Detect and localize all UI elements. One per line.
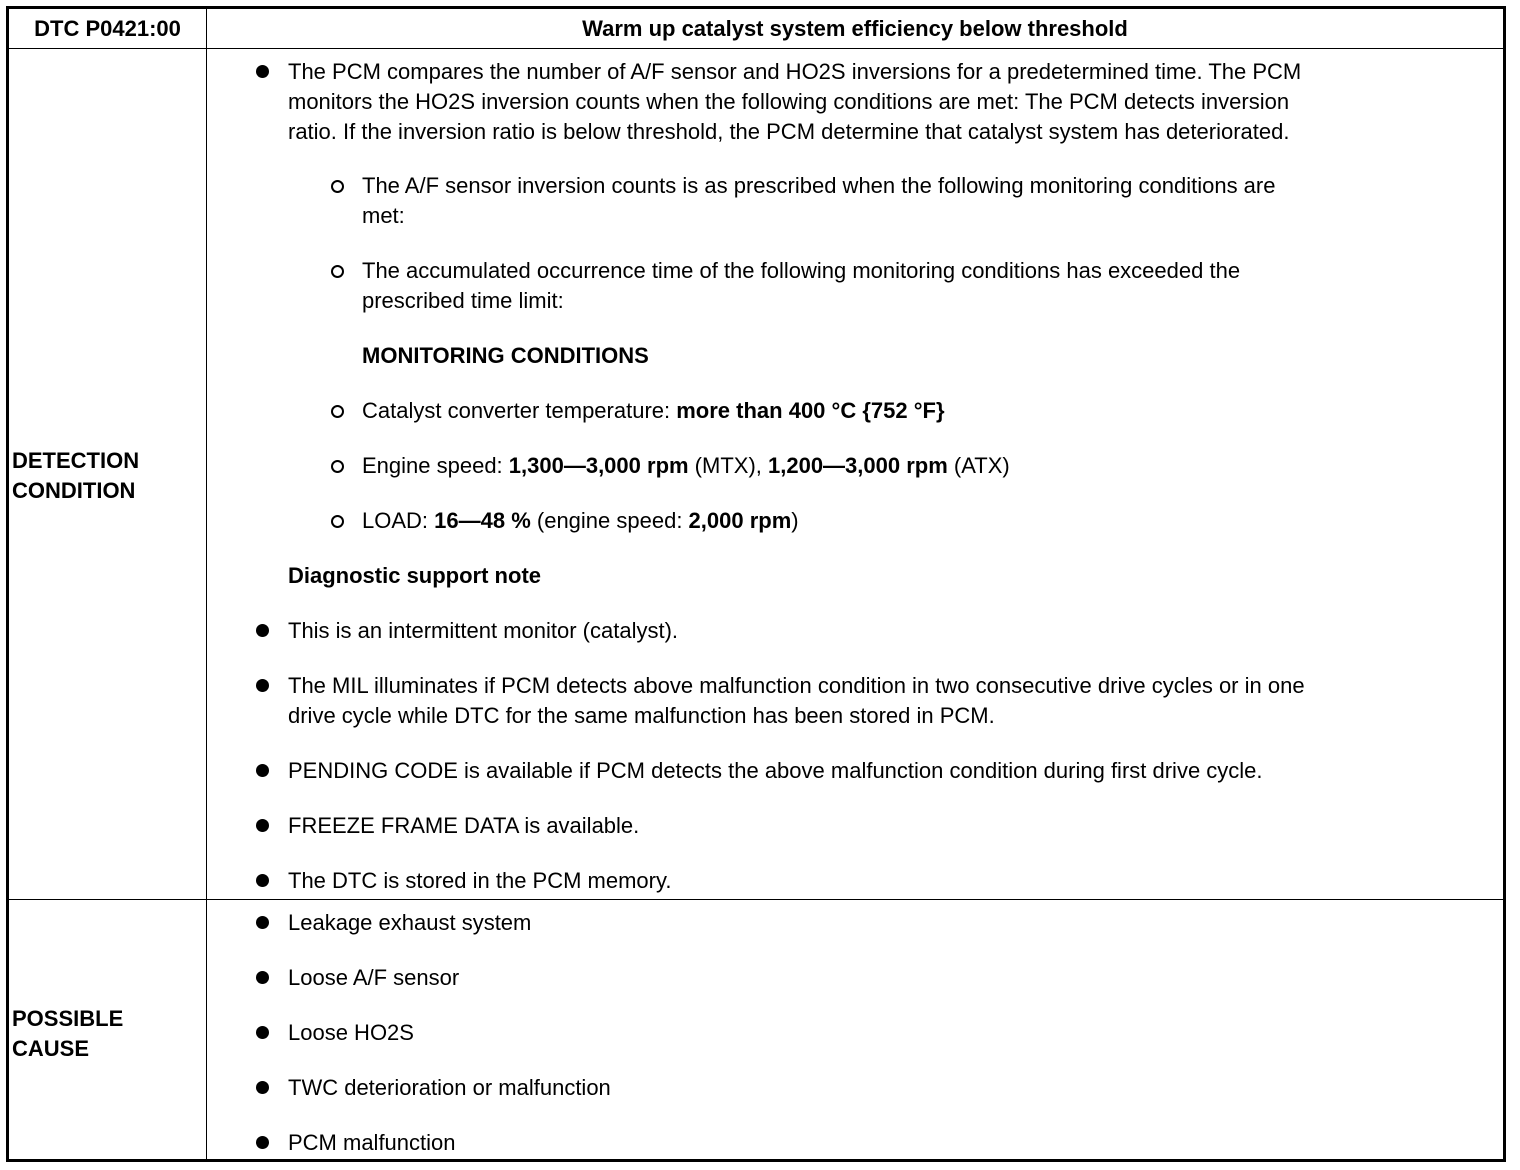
note-stored: The DTC is stored in the PCM memory. [288, 868, 672, 893]
engine-mtx-value: 1,300—3,000 rpm [508, 453, 689, 478]
label-line: CAUSE [12, 1036, 90, 1061]
circle-bullet-icon [331, 180, 344, 193]
engine-mtx-unit: (MTX), [688, 453, 768, 478]
dtc-title: Warm up catalyst system efficiency below threshold [582, 15, 1128, 41]
load-label: LOAD: [362, 508, 435, 533]
intro-line-3: ratio. If the inversion ratio is below threshold, the PCM determine that catalyst system has deteriorated. [288, 119, 1290, 144]
cause-item: Loose HO2S [288, 1020, 414, 1045]
catalyst-value: more than 400 °C {752 °F} [676, 398, 945, 423]
dtc-code: DTC P0421:00 [34, 15, 181, 41]
monitoring-heading: MONITORING CONDITIONS [362, 343, 649, 368]
bullet-icon [256, 819, 269, 832]
circle-bullet-icon [331, 405, 344, 418]
bullet-icon [256, 764, 269, 777]
possible-cause-label [12, 1004, 123, 1064]
cause-item: Loose A/F sensor [288, 965, 460, 990]
note-mil-line-1: The MIL illuminates if PCM detects above malfunction condition in two consecutive drive cycles or in one [288, 673, 1305, 698]
label-line: CONDITION [12, 478, 136, 503]
sub1-line-2: met: [362, 203, 405, 228]
note-freeze: FREEZE FRAME DATA is available. [288, 813, 640, 838]
cause-item: Leakage exhaust system [288, 910, 532, 935]
engine-atx-value: 1,200—3,000 rpm [768, 453, 948, 478]
bullet-icon [256, 916, 269, 929]
note-pending: PENDING CODE is available if PCM detects the above malfunction condition during first drive cycle. [288, 758, 1263, 783]
load-value: 16—48 % [434, 508, 531, 533]
bullet-icon [256, 874, 269, 887]
bullet-icon [256, 679, 269, 692]
circle-bullet-icon [331, 265, 344, 278]
column-divider [206, 6, 207, 1162]
bullet-icon [256, 624, 269, 637]
circle-bullet-icon [331, 460, 344, 473]
intro-line-1: The PCM compares the number of A/F sensor and HO2S inversions for a predetermined time. The PCM [288, 59, 1302, 84]
cause-item: PCM malfunction [288, 1130, 456, 1155]
circle-bullet-icon [331, 515, 344, 528]
note-intermittent: This is an intermittent monitor (catalyst). [288, 618, 679, 643]
intro-line-2: monitors the HO2S inversion counts when the following conditions are met: The PCM detects inversion [288, 89, 1290, 114]
bullet-icon [256, 1026, 269, 1039]
bullet-icon [256, 1136, 269, 1149]
engine-label: Engine speed: [362, 453, 509, 478]
label-line: POSSIBLE [12, 1006, 124, 1031]
detection-condition-label [12, 446, 139, 506]
load-mid: (engine speed: [530, 508, 689, 533]
load-end: ) [791, 508, 799, 533]
sub2-line-1: The accumulated occurrence time of the following monitoring conditions has exceeded the [362, 258, 1241, 283]
engine-speed-line [362, 451, 1010, 481]
sub2-line-2: prescribed time limit: [362, 288, 564, 313]
load-rpm: 2,000 rpm [688, 508, 792, 533]
catalyst-label: Catalyst converter temperature: [362, 398, 677, 423]
header-divider [6, 48, 1506, 49]
sub1-line-1: The A/F sensor inversion counts is as prescribed when the following monitoring conditions are [362, 173, 1276, 198]
label-line: DETECTION [12, 448, 140, 473]
engine-atx-unit: (ATX) [947, 453, 1010, 478]
catalyst-temperature-line [362, 396, 945, 426]
support-note-heading: Diagnostic support note [288, 563, 541, 588]
bullet-icon [256, 971, 269, 984]
row-divider [6, 899, 1506, 900]
cause-item: TWC deterioration or malfunction [288, 1075, 611, 1100]
bullet-icon [256, 65, 269, 78]
bullet-icon [256, 1081, 269, 1094]
note-mil-line-2: drive cycle while DTC for the same malfunction has been stored in PCM. [288, 703, 995, 728]
load-line [362, 506, 799, 536]
